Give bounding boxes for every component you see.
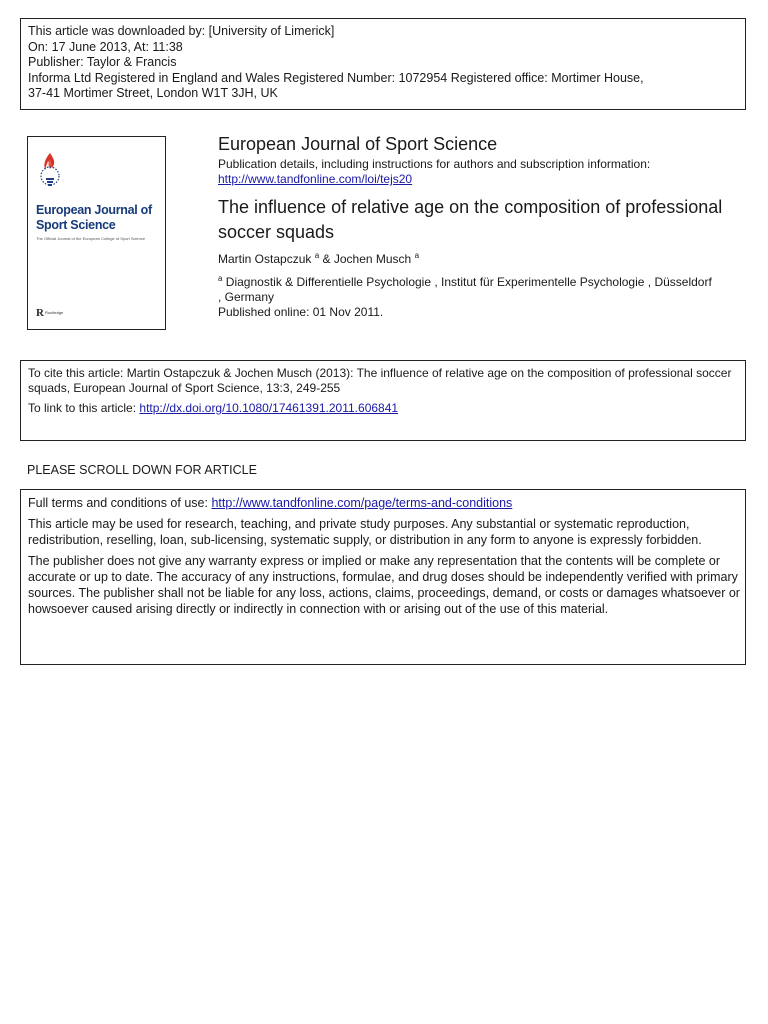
affiliation-text: Diagnostik & Differentielle Psychologie , Institut für Experimentelle Psychologie , Düsseldorf , Germany [218, 275, 712, 304]
terms-label: Full terms and conditions of use: [28, 496, 208, 510]
publisher-mark: R [36, 307, 44, 319]
doi-line [28, 401, 745, 416]
affiliation-marker: a [314, 251, 320, 260]
citation-box [20, 360, 746, 441]
article-metadata [218, 133, 738, 320]
scroll-note: PLEASE SCROLL DOWN FOR ARTICLE [27, 463, 257, 477]
doi-link[interactable]: http://dx.doi.org/10.1080/17461391.2011.606841 [139, 401, 399, 415]
terms-link[interactable]: http://www.tandfonline.com/page/terms-and-conditions [211, 496, 513, 510]
torch-logo-icon [36, 151, 64, 195]
terms-box [20, 489, 746, 665]
terms-paragraph: The publisher does not give any warranty express or implied or make any representation that the contents will be complete or accurate or up to date. The accuracy of any instructions, formulae, and drug doses should be independently verified with primary sources. The publisher shall not be liable for any loss, actions, claims, proceedings, demand, or costs or damages whatsoever or howsoever caused arising directly or indirectly in connection with or arising out of the use of this material. [28, 554, 740, 616]
doi-label: To link to this article: [28, 401, 137, 415]
cover-subtitle: The Official Journal of the European College of Sport Science [36, 236, 146, 241]
download-line: This article was downloaded by: [University of Limerick] [28, 24, 335, 38]
article-title: The influence of relative age on the composition of professional soccer squads [218, 197, 723, 242]
download-line: On: 17 June 2013, At: 11:38 [28, 39, 183, 54]
affiliation-marker: a [414, 251, 420, 260]
terms-paragraph: This article may be used for research, teaching, and private study purposes. Any substantial or systematic reproduction, redistribution, reselling, loan, sub-licensing, systematic supply, or distribution in any form to anyone is expressly forbidden. [28, 516, 702, 547]
download-line: Publisher: Taylor & Francis [28, 55, 177, 70]
publisher-logo [36, 307, 76, 319]
citation-text: To cite this article: Martin Ostapczuk & Jochen Musch (2013): The influence of relative age on the composition of professional soccer squads, European Journal of Sport Science, 13:3, 249-255 [28, 366, 732, 395]
publication-details: Publication details, including instructions for authors and subscription information: [218, 157, 651, 171]
download-info-box [20, 18, 746, 110]
affiliation [218, 271, 718, 305]
author-name: Martin Ostapczuk [218, 252, 312, 266]
download-line: 37-41 Mortimer Street, London W1T 3JH, UK [28, 86, 278, 101]
published-date: Published online: 01 Nov 2011. [218, 305, 384, 319]
terms-line [28, 496, 745, 512]
journal-title: European Journal of Sport Science [218, 134, 498, 154]
publisher-name: Routledge [45, 310, 64, 315]
download-line: Informa Ltd Registered in England and Wales Registered Number: 1072954 Registered office: Mortimer House, [28, 70, 644, 85]
journal-url-link[interactable]: http://www.tandfonline.com/loi/tejs20 [218, 172, 413, 186]
cover-title: European Journal of Sport Science [36, 203, 152, 232]
author-name: & Jochen Musch [322, 252, 412, 266]
journal-cover [27, 136, 166, 330]
affiliation-marker: a [218, 274, 223, 283]
authors-line [218, 248, 738, 267]
